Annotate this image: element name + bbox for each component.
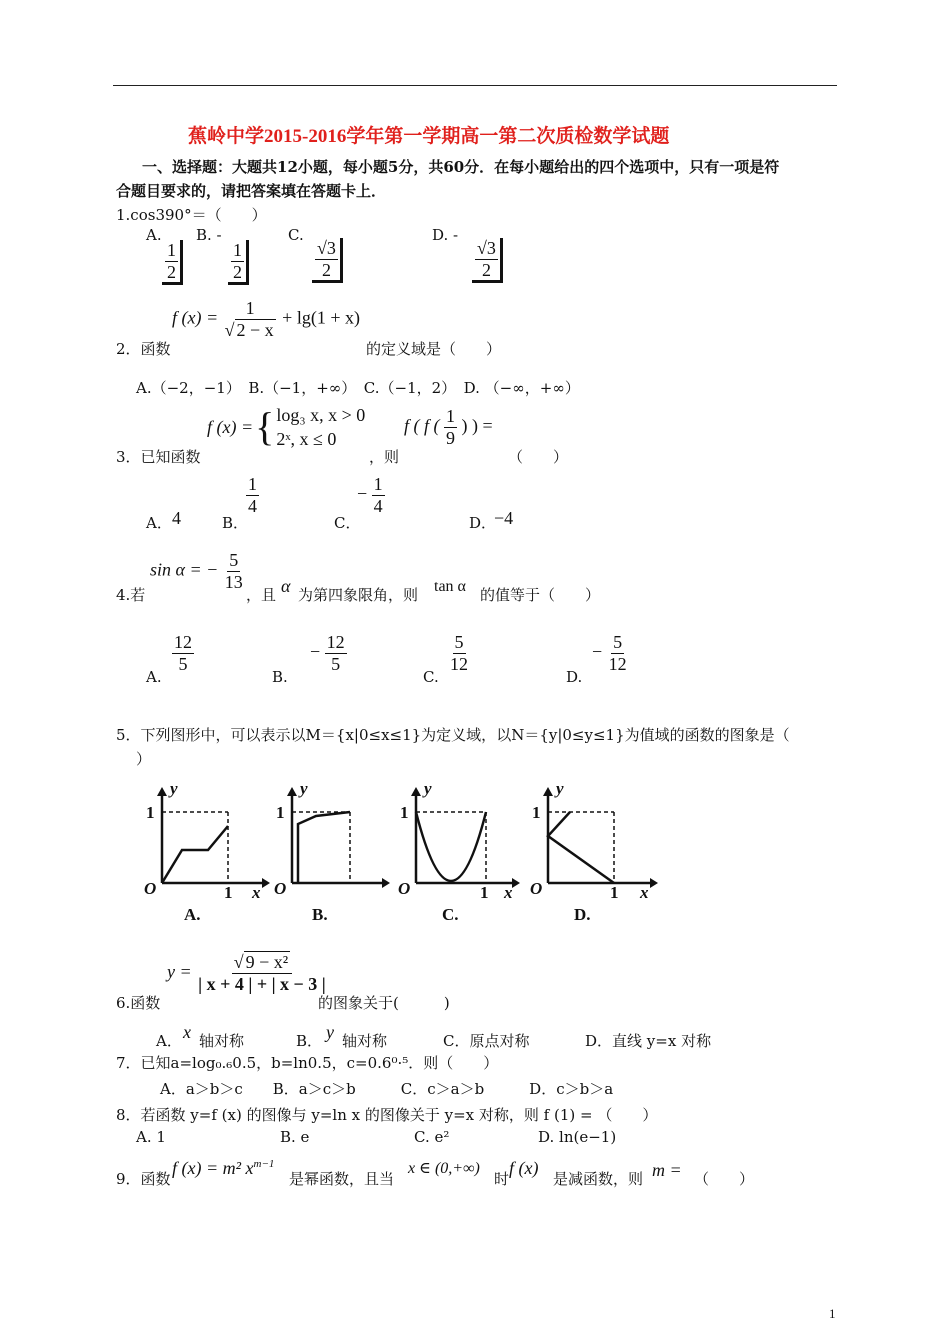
q2-formula-tail: + lg(1 + x)	[282, 307, 360, 328]
q4-option-c	[448, 632, 470, 674]
q3-opt-a: 4	[172, 508, 181, 528]
q3-piecewise	[207, 403, 365, 452]
q4-stem-mid1: ，且	[246, 586, 277, 604]
left-brace-icon: {	[255, 404, 275, 450]
graph-d-one-x: 1	[610, 883, 619, 902]
q3-label-a: A．	[146, 514, 172, 532]
q1-d-den: 2	[481, 259, 491, 280]
graph-a-axis-x: x	[252, 883, 261, 902]
graph-b-one-y: 1	[276, 803, 285, 822]
q9-fx: f (x)	[509, 1158, 539, 1178]
q6-opt-d: D．直线 y=x 对称	[585, 1032, 712, 1050]
q1-a-den: 2	[167, 261, 176, 282]
graph-d-axis-x: x	[640, 883, 649, 902]
q4-stem-suffix: 的值等于（ ）	[480, 586, 601, 604]
q3-opt-c-sign: −	[357, 483, 368, 504]
q6-opt-b-label: B．	[296, 1032, 323, 1050]
page-title: 蕉岭中学2015-2016学年第一学期高一第二次质检数学试题	[188, 126, 670, 147]
q6-opt-b-var: y	[326, 1022, 334, 1042]
graph-d-axis-y: y	[556, 780, 564, 798]
q4-cond-lhs: sin α = −	[150, 559, 219, 580]
graph-a-origin: O	[144, 879, 157, 898]
section1-line1: 一、选择题：大题共12小题，每小题5分，共60分．在每小题给出的四个选项中，只有一项是符	[142, 158, 780, 176]
q1-label-d: D. -	[432, 226, 459, 244]
q9-formula	[172, 1158, 274, 1179]
q2-options: A.（−2，−1） B.（−1，+∞） C.（−1，2） D. （−∞，+∞）	[136, 379, 580, 397]
graph-a-one-y: 1	[146, 803, 155, 822]
q5-graphs	[140, 780, 660, 934]
q1-a-num: 1	[167, 240, 176, 260]
q3-opt-b-num: 1	[248, 474, 257, 494]
q1-d-num: √3	[477, 238, 496, 258]
q1-option-c	[312, 238, 343, 283]
q6-formula-lhs: y =	[167, 961, 192, 982]
q9-stem-prefix: 9．函数	[116, 1170, 171, 1188]
q4-option-b	[310, 632, 347, 674]
q9-mid3: 是减函数，则	[553, 1170, 644, 1188]
header-rule	[113, 85, 837, 86]
q1-option-d	[472, 238, 503, 283]
sqrt-icon: √	[233, 952, 244, 972]
q1-label-a: A.	[146, 226, 162, 244]
q3-case1: log₃ x, x > 0	[276, 405, 366, 425]
q4-b-sign: −	[310, 641, 321, 662]
graph-d	[530, 780, 658, 924]
q6-opt-a-text: 轴对称	[199, 1032, 245, 1050]
q9-formula-main: f (x) = m² x	[172, 1158, 254, 1178]
q9-formula-exp: m−1	[253, 1158, 275, 1170]
q5-stem-cont: ）	[136, 750, 152, 768]
graph-c	[398, 780, 520, 924]
graph-a-label: A.	[184, 905, 201, 924]
q4-stem-mid2: 为第四象限角，则	[298, 586, 419, 604]
q3-case2: 2ˣ, x ≤ 0	[276, 429, 337, 450]
q6-opt-a-label: A．	[156, 1032, 182, 1050]
q4-condition	[150, 550, 245, 592]
page-number: 1	[829, 1306, 836, 1321]
q9-paren: （ ）	[694, 1170, 755, 1188]
q5-stem: 5．下列图形中，可以表示以M＝{x|0≤x≤1}为定义域，以N＝{y|0≤y≤1}为值域的函数的图象是（	[116, 726, 790, 744]
q5-graphs-svg	[140, 780, 660, 930]
q2-formula-den: 2 − x	[236, 319, 274, 340]
q9-m-eq: m =	[652, 1160, 682, 1180]
q3-stem-prefix: 3．已知函数	[116, 448, 201, 466]
graph-d-label: D.	[574, 905, 591, 924]
q4-a-den: 5	[178, 653, 188, 674]
graph-c-origin: O	[398, 879, 411, 898]
q4-label-b: B.	[272, 668, 288, 686]
q3-then: ，则	[369, 448, 400, 466]
q3-ask	[404, 406, 493, 448]
q3-opt-c-den: 4	[373, 495, 383, 516]
graph-a-one-x: 1	[224, 883, 233, 902]
q3-ask-num: 1	[446, 406, 455, 426]
q3-func-lhs: f (x) =	[207, 416, 254, 437]
q6-stem-prefix: 6.函数	[116, 994, 161, 1012]
q4-cond-den: 13	[224, 571, 243, 592]
q4-d-sign: −	[592, 641, 603, 662]
q9-mid1: 是幂函数，且当	[289, 1170, 395, 1188]
q4-d-num: 5	[613, 632, 623, 652]
q8-stem: 8．若函数 y=f (x) 的图像与 y=ln x 的图像关于 y=x 对称，则 f (1) = （ ）	[116, 1106, 658, 1124]
q2-stem-suffix: 的定义域是（ ）	[366, 340, 502, 358]
q3-label-c: C．	[334, 514, 361, 532]
q6-formula	[167, 952, 328, 994]
q4-b-num: 12	[326, 632, 345, 652]
q6-formula-den: | x + 4 | + | x − 3 |	[198, 973, 326, 994]
graph-b-origin: O	[274, 879, 287, 898]
q6-opt-c: C．原点对称	[443, 1032, 530, 1050]
q4-option-a	[172, 632, 194, 674]
graph-d-origin: O	[530, 879, 543, 898]
q1-b-num: 1	[233, 240, 242, 260]
q2-formula-lhs: f (x) =	[172, 307, 219, 328]
q4-label-d: D.	[566, 668, 583, 686]
q8-opt-a: A. 1	[136, 1128, 166, 1146]
q1-option-b	[228, 240, 249, 285]
graph-c-label: C.	[442, 905, 459, 924]
q9-cond: x ∈ (0,+∞)	[408, 1160, 480, 1177]
q1-label-c: C.	[288, 226, 304, 244]
q8-opt-d: D. ln(e−1)	[538, 1128, 617, 1146]
q4-c-den: 12	[450, 653, 468, 674]
q3-ask-den: 9	[446, 427, 455, 448]
q3-opt-c-num: 1	[373, 474, 383, 494]
graph-b-label: B.	[312, 905, 328, 924]
q2-formula-num: 1	[245, 298, 255, 318]
q4-alpha: α	[281, 576, 291, 596]
section1-line2: 合题目要求的，请把答案填在答题卡上．	[116, 182, 387, 200]
q4-b-den: 5	[331, 653, 341, 674]
q6-opt-a-var: x	[183, 1022, 191, 1042]
graph-c-axis-x: x	[504, 883, 513, 902]
graph-a-axis-y: y	[170, 780, 178, 798]
q3-opt-d: −4	[494, 508, 514, 528]
graph-b	[274, 780, 390, 924]
q4-d-den: 12	[608, 653, 627, 674]
q8-opt-b: B. e	[280, 1128, 310, 1146]
q6-formula-num: 9 − x²	[245, 952, 289, 972]
q1-c-den: 2	[321, 259, 331, 280]
q4-label-a: A.	[146, 668, 162, 686]
q4-label-c: C.	[423, 668, 439, 686]
q4-tan: tan α	[434, 578, 466, 595]
q4-c-num: 5	[454, 632, 464, 652]
graph-d-one-y: 1	[532, 803, 541, 822]
q4-cond-num: 5	[229, 550, 239, 570]
q7-stem: 7．已知a=log₀.₆0.5，b=ln0.5，c=0.6⁰·⁵．则（ ）	[116, 1054, 499, 1072]
graph-c-axis-y: y	[424, 780, 432, 798]
q4-a-num: 12	[174, 632, 192, 652]
q3-ask-lhs: f ( f (	[404, 415, 440, 436]
q3-label-d: D．	[469, 514, 497, 532]
q8-opt-c: C. e²	[414, 1128, 450, 1146]
q3-opt-b	[246, 474, 259, 516]
q2-stem-prefix: 2．函数	[116, 340, 171, 358]
q4-stem-prefix: 4.若	[116, 586, 146, 604]
q6-stem-suffix: 的图象关于( )	[318, 994, 450, 1012]
q4-option-d	[592, 632, 629, 674]
q1-stem: 1.cos390°＝（ ）	[116, 206, 267, 224]
graph-b-axis-y: y	[300, 780, 308, 798]
q1-c-num: √3	[317, 238, 336, 258]
q3-paren: （ ）	[508, 448, 569, 466]
q3-label-b: B．	[222, 514, 249, 532]
q3-ask-rhs: ) ) =	[461, 415, 493, 436]
q1-label-b: B. -	[196, 226, 222, 244]
sqrt-icon: √	[224, 319, 235, 340]
q7-options: A．a＞b＞c B．a＞c＞b C．c＞a＞b D．c＞b＞a	[160, 1080, 614, 1098]
q1-option-a	[162, 240, 183, 285]
q2-formula	[172, 298, 360, 340]
q9-mid2: 时	[494, 1170, 510, 1188]
graph-a	[144, 780, 270, 924]
q3-opt-b-den: 4	[248, 495, 257, 516]
graph-c-one-y: 1	[400, 803, 409, 822]
q3-opt-c	[357, 474, 385, 516]
q1-b-den: 2	[233, 261, 242, 282]
graph-c-one-x: 1	[480, 883, 489, 902]
q6-opt-b-text: 轴对称	[342, 1032, 388, 1050]
